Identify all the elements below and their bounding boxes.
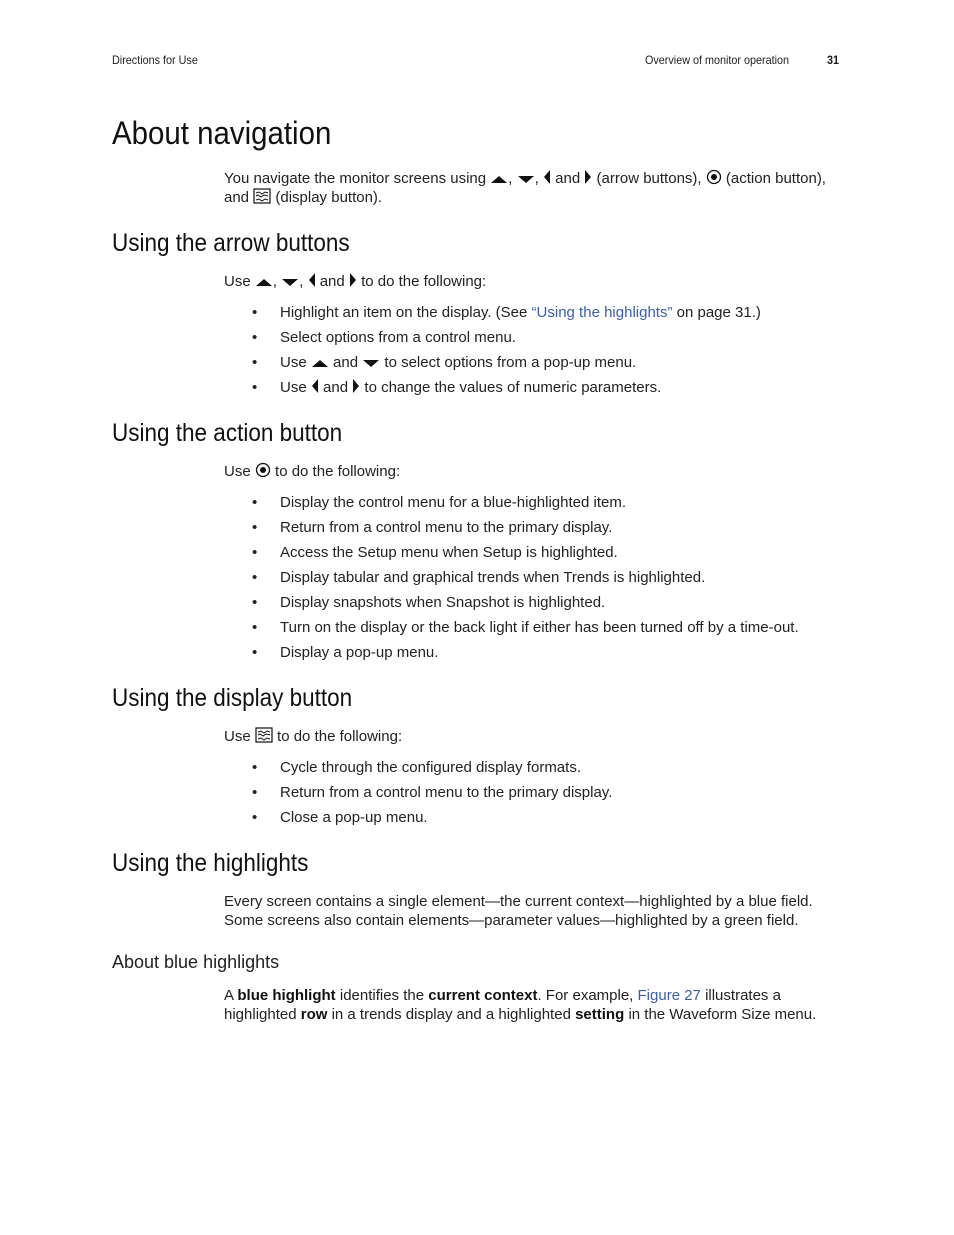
list-item: • Display a pop-up menu. xyxy=(224,643,799,668)
cross-reference-link[interactable]: “Using the highlights” xyxy=(531,304,673,321)
section-heading-action-button: Using the action button xyxy=(112,419,343,447)
paragraph-text: identifies the xyxy=(339,987,425,1004)
bullet-text: and xyxy=(323,379,349,396)
paragraph-line: Some screens also contain elements—parameter values—highlighted by a green field. xyxy=(224,912,799,929)
intro-text: You navigate the monitor screens using xyxy=(224,170,487,187)
arrow-lead-and: and xyxy=(319,273,345,290)
display-button-icon xyxy=(255,727,273,743)
arrow-lead-rest: to do the following: xyxy=(361,273,487,290)
paragraph-text: in the Waveform Size menu. xyxy=(628,1006,817,1023)
display-lead-rest: to do the following: xyxy=(277,728,403,745)
list-item: • Access the Setup menu when Setup is highlighted. xyxy=(224,543,799,568)
list-item xyxy=(224,353,761,378)
arrow-lead-sep: , xyxy=(272,273,278,290)
list-item: • Turn on the display or the back light if either has been turned off by a time-out. xyxy=(224,618,799,643)
bullet-text: Highlight an item on the display. (See xyxy=(280,304,528,321)
list-item xyxy=(224,303,761,328)
paragraph-line: Every screen contains a single element—the current context—highlighted by a blue field. xyxy=(224,893,813,910)
right-arrow-icon xyxy=(349,272,357,288)
down-arrow-icon xyxy=(281,276,299,288)
bullet-text: Use xyxy=(280,379,307,396)
running-header-right: Overview of monitor operation xyxy=(645,53,790,67)
up-arrow-icon xyxy=(490,173,508,185)
section-heading-display-button: Using the display button xyxy=(112,684,353,712)
display-lead-use: Use xyxy=(224,728,251,745)
bullet-text: to change the values of numeric parameters. xyxy=(364,379,662,396)
list-item: • Close a pop-up menu. xyxy=(224,808,612,833)
paragraph-text: . For example, xyxy=(537,987,634,1004)
up-arrow-icon xyxy=(311,357,329,369)
paragraph-text: A xyxy=(224,987,234,1004)
bold-term: blue highlight xyxy=(237,987,336,1004)
arrow-lead-use: Use xyxy=(224,273,251,290)
page-number: 31 xyxy=(827,53,840,67)
intro-display-label: (display button). xyxy=(275,189,383,206)
list-item xyxy=(224,378,761,403)
blue-highlights-paragraph xyxy=(224,986,844,1024)
page-title: About navigation xyxy=(112,115,332,151)
action-button-icon xyxy=(706,169,722,185)
bullet-text: and xyxy=(333,354,359,371)
list-item: • Display the control menu for a blue-highlighted item. xyxy=(224,493,799,518)
left-arrow-icon xyxy=(543,169,551,185)
left-arrow-icon xyxy=(308,272,316,288)
section-heading-arrow-buttons: Using the arrow buttons xyxy=(112,229,350,257)
bold-term: setting xyxy=(575,1006,625,1023)
arrow-lead-sep: , xyxy=(299,273,304,290)
action-lead-rest: to do the following: xyxy=(275,463,401,480)
up-arrow-icon xyxy=(255,276,273,288)
action-bullet-list xyxy=(224,493,799,668)
list-item: • Display snapshots when Snapshot is highlighted. xyxy=(224,593,799,618)
list-item: • Cycle through the configured display formats. xyxy=(224,758,612,783)
subsection-heading-blue-highlights: About blue highlights xyxy=(112,952,280,972)
down-arrow-icon xyxy=(517,173,535,185)
left-arrow-icon xyxy=(311,378,319,394)
figure-link[interactable]: Figure 27 xyxy=(637,987,701,1004)
display-lead xyxy=(224,727,844,746)
bullet-text: Use xyxy=(280,354,307,371)
bold-term: row xyxy=(300,1006,328,1023)
action-lead xyxy=(224,462,844,481)
right-arrow-icon xyxy=(352,378,360,394)
arrow-bullet-list xyxy=(224,303,761,403)
intro-paragraph xyxy=(224,169,844,207)
display-button-icon xyxy=(253,188,271,204)
intro-comma: , xyxy=(508,170,513,187)
paragraph-text: highlighted xyxy=(224,1006,297,1023)
down-arrow-icon xyxy=(362,357,380,369)
bullet-text: Select options from a control menu. xyxy=(280,329,516,346)
action-button-icon xyxy=(255,462,271,478)
list-item: • Return from a control menu to the primary display. xyxy=(224,518,799,543)
display-bullet-list xyxy=(224,758,612,833)
intro-and: and xyxy=(555,170,581,187)
intro-comma: , xyxy=(534,170,539,187)
paragraph-text: in a trends display and a highlighted xyxy=(331,1006,571,1023)
intro-action-label: (action button), xyxy=(725,170,826,187)
list-item xyxy=(224,328,761,353)
arrow-lead xyxy=(224,272,844,291)
right-arrow-icon xyxy=(584,169,592,185)
intro-arrow-label: (arrow buttons), xyxy=(596,170,702,187)
bold-term: current context xyxy=(428,987,538,1004)
paragraph-text: illustrates a xyxy=(705,987,781,1004)
intro-and: and xyxy=(224,189,250,206)
running-header-left: Directions for Use xyxy=(112,53,198,67)
bullet-text: on page 31.) xyxy=(676,304,761,321)
highlights-paragraph xyxy=(224,892,844,930)
action-lead-use: Use xyxy=(224,463,251,480)
list-item: • Display tabular and graphical trends when Trends is highlighted. xyxy=(224,568,799,593)
bullet-text: to select options from a pop-up menu. xyxy=(384,354,637,371)
list-item: • Return from a control menu to the primary display. xyxy=(224,783,612,808)
section-heading-highlights: Using the highlights xyxy=(112,849,309,877)
